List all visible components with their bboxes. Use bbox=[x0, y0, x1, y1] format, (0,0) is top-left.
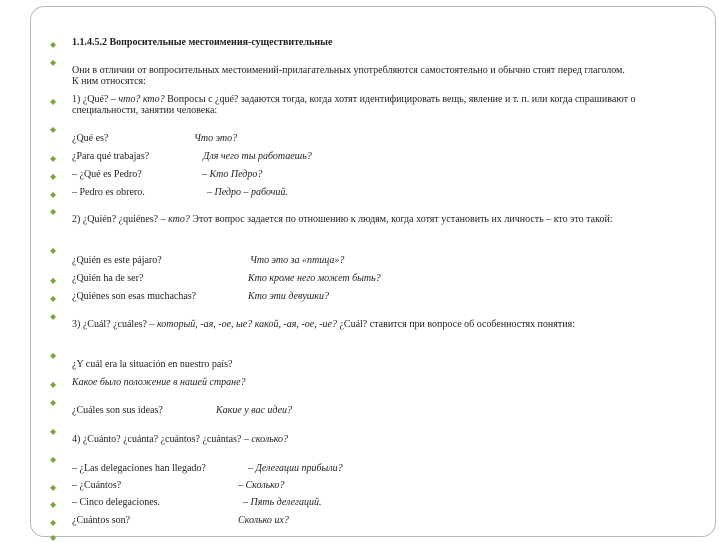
q3-forms: который, -ая, -ое, ые? какой, -ая, -ое, -ие? bbox=[156, 319, 337, 330]
bullet-icon: ◆ bbox=[50, 125, 57, 134]
bullet-icon: ◆ bbox=[50, 276, 57, 285]
example-es: ¿Cuántos son? bbox=[72, 515, 131, 526]
example-ru: Кто кроме него может быть? bbox=[248, 273, 381, 284]
intro-text: Они в отличии от вопросительных местоимений-прилагательных употребляются самостоятельно и обычно стоят перед глаголом. К ним относятся: bbox=[72, 65, 625, 87]
bullet-icon: ◆ bbox=[50, 398, 57, 407]
q3-row bbox=[0, 319, 720, 343]
example-ru: Какие у вас идеи? bbox=[216, 405, 293, 416]
q2-text bbox=[72, 214, 652, 225]
example-row bbox=[0, 151, 720, 171]
bullet-icon: ◆ bbox=[50, 483, 57, 492]
example-es: ¿Qué es? bbox=[72, 133, 109, 144]
q2-lead: 2) ¿Quién? ¿quiénes? – bbox=[72, 214, 169, 225]
q4-text bbox=[72, 434, 288, 445]
example-es: ¿Quién ha de ser? bbox=[72, 273, 144, 284]
example-row bbox=[0, 255, 720, 275]
slide-title: 1.1.4.5.2 Вопросительные местоимения-существительные bbox=[72, 37, 333, 48]
bullet-icon: ◆ bbox=[50, 455, 57, 464]
title-row bbox=[0, 37, 720, 57]
q1-row bbox=[0, 94, 720, 118]
bullet-icon: ◆ bbox=[50, 518, 57, 527]
example-row bbox=[0, 291, 720, 311]
q1-rest: Вопросы с ¿qué? задаются тогда, когда хотят идентифицировать вещь, явление и т. п. или когда спрашивают о специальности, занятии человека: bbox=[72, 94, 636, 116]
example-es: ¿Y cuál era la situación en nuestro país? bbox=[72, 359, 233, 370]
example-row bbox=[0, 377, 720, 397]
q1-forms: что? кто? bbox=[118, 94, 165, 105]
example-ru: Какое было положение в нашей стране? bbox=[72, 377, 246, 388]
example-ru: Для чего ты работаешь? bbox=[203, 151, 312, 162]
example-ru: Что это за «птица»? bbox=[250, 255, 345, 266]
bullet-icon: ◆ bbox=[50, 351, 57, 360]
example-es: – Pedro es obrero. bbox=[72, 187, 145, 198]
bullet-icon: ◆ bbox=[50, 40, 57, 49]
bullet-icon: ◆ bbox=[50, 380, 57, 389]
bullet-icon: ◆ bbox=[50, 246, 57, 255]
example-es: – ¿Las delegaciones han llegado? bbox=[72, 463, 206, 474]
example-row bbox=[0, 169, 720, 189]
bullet-icon: ◆ bbox=[50, 294, 57, 303]
example-ru: – Делегации прибыли? bbox=[248, 463, 343, 474]
example-es: – ¿Qué es Pedro? bbox=[72, 169, 142, 180]
example-ru: – Сколько? bbox=[238, 480, 285, 491]
q4-forms: сколько? bbox=[251, 434, 289, 445]
example-ru: – Кто Педро? bbox=[202, 169, 263, 180]
bullet-icon: ◆ bbox=[50, 500, 57, 509]
example-es: – ¿Cuántos? bbox=[72, 480, 122, 491]
example-row bbox=[0, 405, 720, 425]
example-es: ¿Para qué trabajas? bbox=[72, 151, 150, 162]
q2-forms: кто? bbox=[168, 214, 190, 225]
q4-row bbox=[0, 434, 720, 454]
q3-lead: 3) ¿Cuál? ¿cuáles? – bbox=[72, 319, 157, 330]
example-ru: Кто эти девушки? bbox=[248, 291, 329, 302]
q3-rest: ¿Cuál? ставится при вопросе об особенностях понятия: bbox=[336, 319, 575, 330]
bullet-icon: ◆ bbox=[50, 154, 57, 163]
bullet-icon: ◆ bbox=[50, 207, 57, 216]
bullet-icon: ◆ bbox=[50, 533, 57, 542]
example-row bbox=[0, 497, 720, 517]
example-row bbox=[0, 133, 720, 153]
example-row bbox=[0, 359, 720, 379]
example-es: ¿Quiénes son esas muchachas? bbox=[72, 291, 197, 302]
example-es: ¿Quién es este pájaro? bbox=[72, 255, 162, 266]
q2-row bbox=[0, 214, 720, 238]
example-row bbox=[0, 273, 720, 293]
bullet-icon: ◆ bbox=[50, 172, 57, 181]
bullet-icon: ◆ bbox=[50, 427, 57, 436]
q3-text bbox=[72, 319, 647, 330]
example-es: ¿Cuáles son sus ideas? bbox=[72, 405, 163, 416]
bullet-icon: ◆ bbox=[50, 97, 57, 106]
example-ru: Что это? bbox=[194, 133, 238, 144]
example-ru: – Пять делегаций. bbox=[243, 497, 322, 508]
bullet-icon: ◆ bbox=[50, 190, 57, 199]
q1-text bbox=[72, 94, 652, 116]
q1-lead: 1) ¿Qué? – bbox=[72, 94, 119, 105]
example-ru: Сколько их? bbox=[238, 515, 289, 526]
example-es: – Cinco delegaciones. bbox=[72, 497, 161, 508]
bullet-icon: ◆ bbox=[50, 58, 57, 67]
bullet-icon: ◆ bbox=[50, 312, 57, 321]
intro-row bbox=[0, 65, 720, 89]
q4-lead: 4) ¿Cuánto? ¿cuánta? ¿cuántos? ¿cuántas? – bbox=[72, 434, 252, 445]
q2-rest: Этот вопрос задается по отношению к людям, когда хотят установить их личность – кто это такой: bbox=[189, 214, 613, 225]
empty-row bbox=[0, 530, 720, 540]
example-ru: – Педро – рабочий. bbox=[207, 187, 288, 198]
